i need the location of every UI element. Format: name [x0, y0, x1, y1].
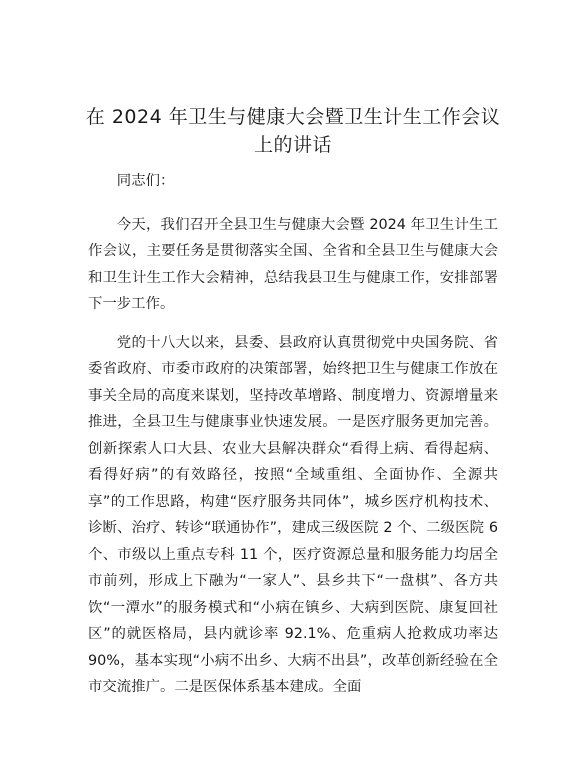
title-line-1: 在 2024 年卫生与健康大会暨卫生计生工作会议 [85, 106, 501, 128]
title-line-2: 上的讲话 [253, 134, 332, 156]
document-title [70, 103, 516, 159]
paragraph-review: 党的十八大以来，县委、县政府认真贯彻党中央国务院、省委省政府、市委市政府的决策部署，始终把卫生与健康工作放在事关全局的高度来谋划，坚持改革增路、制度增力、资源增量来推进，全县卫生与健康事业快速发展。一是医疗服务更加完善。创新探索人口大县、农业大县解决群众“看得上病、看得起病、看得好病”的有效路径，按照“全域重组、全面协作、全源共享”的工作思路，构建“医疗服务共同体”，城乡医疗机构技术、诊断、治疗、转诊“联通协作”，建成三级医院 2 个、二级医院 6 个、市级以上重点专科 11 个，医疗资源总量和服务能力均居全市前列，形成上下融为“一家人”、县乡共下“一盘棋”、各方共饮“一潭水”的服务模式和“小病在镇乡、大病到医院、康复回社区”的就医格局，县内就诊率 92.1%、危重病人抢救成功率达 90%，基本实现“小病不出乡、大病不出县”，改革创新经验在全市交流推广。二是医保体系基本建成。全面 [88, 334, 498, 695]
paragraph-opening: 今天，我们召开全县卫生与健康大会暨 2024 年卫生计生工作会议，主要任务是贯彻落实全国、全省和全县卫生与健康大会和卫生计生工作大会精神，总结我县卫生与健康工作，安排部署下一步工作。 [88, 216, 498, 312]
salutation: 同志们： [116, 173, 175, 189]
document-body [88, 168, 498, 701]
